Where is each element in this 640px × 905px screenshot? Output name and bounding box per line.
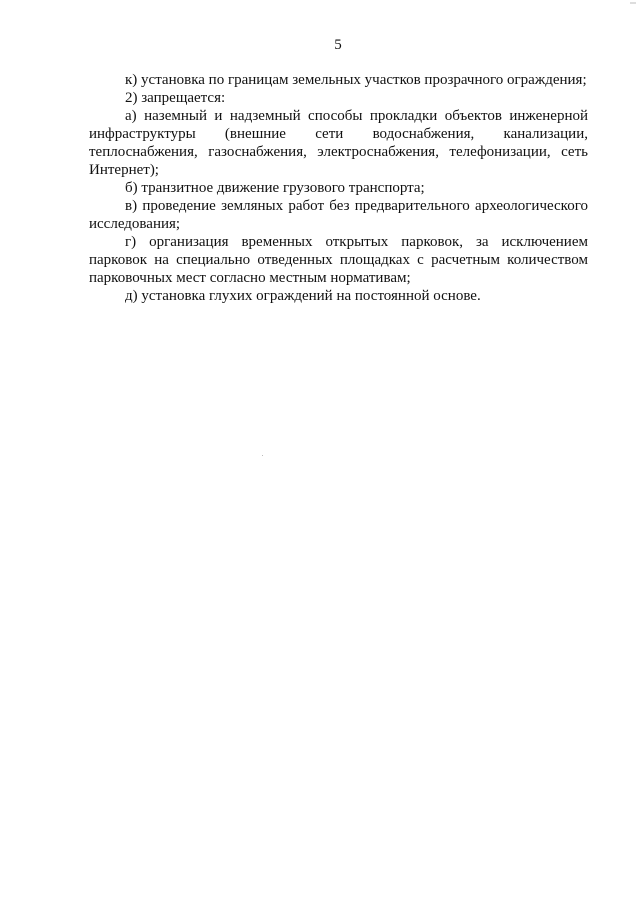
paragraph-b: б) транзитное движение грузового транспорта; (125, 180, 425, 196)
paragraph-g: г) организация временных открытых парковок, за исключением парковок на специально отведенных площадках с расчетным количеством парковочных мест согласно местным нормативам; (89, 234, 588, 286)
scan-dot (262, 455, 263, 456)
paragraph-k: к) установка по границам земельных участков прозрачного ограждения; (125, 72, 587, 88)
paragraph-v: в) проведение земляных работ без предварительного археологического исследования; (89, 198, 588, 232)
paragraph-prohibited-heading: 2) запрещается: (125, 90, 226, 106)
paragraph-d: д) установка глухих ограждений на постоянной основе. (125, 288, 481, 304)
scan-artifact (630, 2, 636, 4)
document-body (89, 71, 588, 305)
paragraph-a: а) наземный и надземный способы прокладки объектов инженерной инфраструктуры (внешние сети водоснабжения, канализации, теплоснабжения, газоснабжения, электроснабжения, телефонизации, сеть Интернет); (89, 108, 588, 178)
page-number: 5 (334, 37, 342, 53)
